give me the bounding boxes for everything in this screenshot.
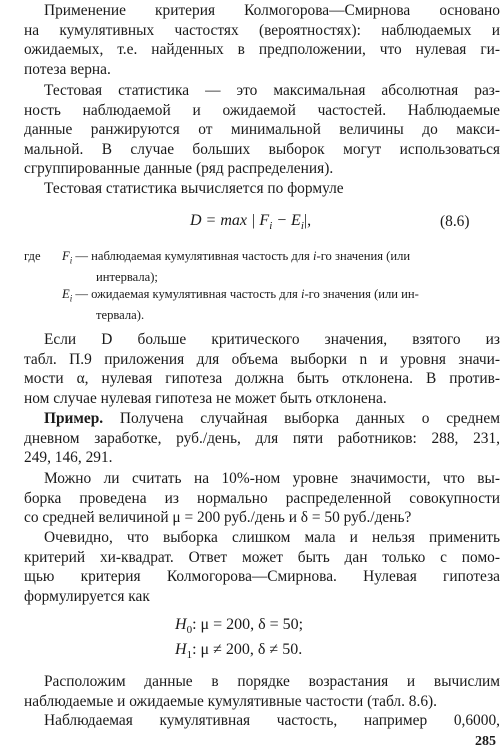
index-i: i: [300, 286, 305, 301]
text-line: мости α, нулевая гипотеза должна быть отклонена. В против-: [24, 370, 500, 388]
hypothesis-h0: [175, 615, 303, 640]
text-line: Применение критерия Колмогорова—Смирнова основано: [44, 2, 500, 19]
text-line: Получена случайная выборка данных о среднем: [103, 410, 500, 427]
symbol-subscript: 1: [186, 649, 193, 662]
symbol-h: H: [175, 641, 187, 658]
text-line: борка проведена из нормально распределенной совокупности: [24, 489, 500, 507]
formula-subscript: i: [300, 220, 304, 233]
symbol-subscript: i: [69, 255, 73, 266]
example-label: Пример.: [44, 410, 104, 427]
formula-8-6: [190, 211, 311, 236]
hypothesis-h1: [175, 640, 302, 665]
paragraph-decision-rule: [24, 330, 500, 408]
paragraph-test-statistic: [24, 81, 500, 179]
definition-text: интервала);: [96, 270, 158, 285]
text-line: сгруппированные данные (ряд распределения).: [24, 160, 334, 178]
hypothesis-text: : μ ≠ 200, δ ≠ 50.: [192, 641, 303, 658]
text-line: ность наблюдаемой и ожидаемой частостей. Наблюдаемые: [24, 101, 500, 119]
text-line: Очевидно, что выборка слишком мала и нельзя применить: [44, 529, 500, 546]
page-number: 285: [475, 734, 496, 749]
text-line: на кумулятивных частостях (вероятностях): наблюдаемых и: [24, 21, 500, 39]
paragraph-hypothesis-intro: [24, 528, 500, 606]
paragraph-question: [24, 469, 500, 528]
text-line: ном случае нулевая гипотеза не может быть отклонена.: [24, 389, 387, 407]
paragraph-ks-intro: [24, 1, 500, 79]
text-line: 249, 146, 291.: [24, 449, 113, 467]
paragraph-observed-frequency: [24, 711, 500, 731]
symbol-f: F: [62, 249, 70, 263]
definition-text: ожидаемая кумулятивная частость для: [91, 286, 301, 301]
text-line: Если D больше критического значения, взятого из: [44, 331, 500, 348]
definitions-block: [24, 248, 504, 323]
hypothesis-text: : μ = 200, δ = 50;: [192, 616, 304, 633]
text-line: ожидаемых, т.е. найденных в предположении, что нулевая ги-: [24, 41, 500, 59]
paragraph-example: [24, 409, 500, 468]
symbol-e: E: [62, 286, 70, 301]
text-line: Тестовая статистика вычисляется по формуле: [44, 180, 344, 197]
text-line: Тестовая статистика — это максимальная абсолютная раз-: [44, 82, 500, 99]
text-line: табл. П.9 приложения для объема выборки n и уровня значи-: [24, 350, 500, 368]
text-line: потеза верна.: [24, 60, 111, 78]
definition-text: наблюдаемая кумулятивная частость для: [91, 249, 313, 263]
symbol-subscript: 0: [186, 624, 193, 637]
text-line: Расположим данные в порядке возрастания и вычислим: [44, 673, 500, 690]
formula-subscript: i: [269, 220, 273, 233]
text-line: критерий хи-квадрат. Ответ может быть дан только с помо-: [24, 548, 500, 566]
text-line: со средней величиной μ = 200 руб./день и δ = 50 руб./день?: [24, 509, 412, 527]
text-line: данные ранжируются от минимальной величины до макси-: [24, 121, 500, 139]
formula-part: − E: [272, 212, 301, 229]
formula-part: D = max | F: [190, 212, 270, 229]
formula-part: |,: [303, 212, 312, 229]
index-i: i: [313, 249, 317, 263]
definition-text: -го значения (или: [316, 249, 411, 263]
definition-f: [24, 248, 504, 286]
paragraph-formula-intro: [24, 179, 500, 199]
dash: —: [72, 249, 92, 263]
paragraph-ranking: [24, 672, 500, 711]
text-line: щью критерия Колмогорова—Смирнова. Нулевая гипотеза: [24, 568, 500, 586]
definition-text: -го значения (или ин-: [304, 286, 419, 301]
definition-e: [24, 286, 504, 324]
text-line: мальной. В случае больших выборок могут использоваться: [24, 140, 500, 158]
symbol-subscript: i: [69, 293, 73, 304]
symbol-h: H: [175, 616, 187, 633]
text-line: Можно ли считать на 10%-ном уровне значимости, что вы-: [44, 470, 500, 487]
definition-text: тервала).: [96, 307, 145, 322]
where-label: где: [24, 249, 41, 263]
text-line: Наблюдаемая кумулятивная частость, например 0,6000,: [44, 712, 500, 729]
text-line: дневном заработке, руб./день, для пяти работников: 288, 231,: [24, 429, 500, 447]
equation-number: (8.6): [440, 213, 470, 230]
text-line: формулируется как: [24, 587, 150, 605]
text-line: наблюдаемые и ожидаемые кумулятивные частости (табл. 8.6).: [24, 692, 437, 710]
dash: —: [72, 286, 92, 301]
